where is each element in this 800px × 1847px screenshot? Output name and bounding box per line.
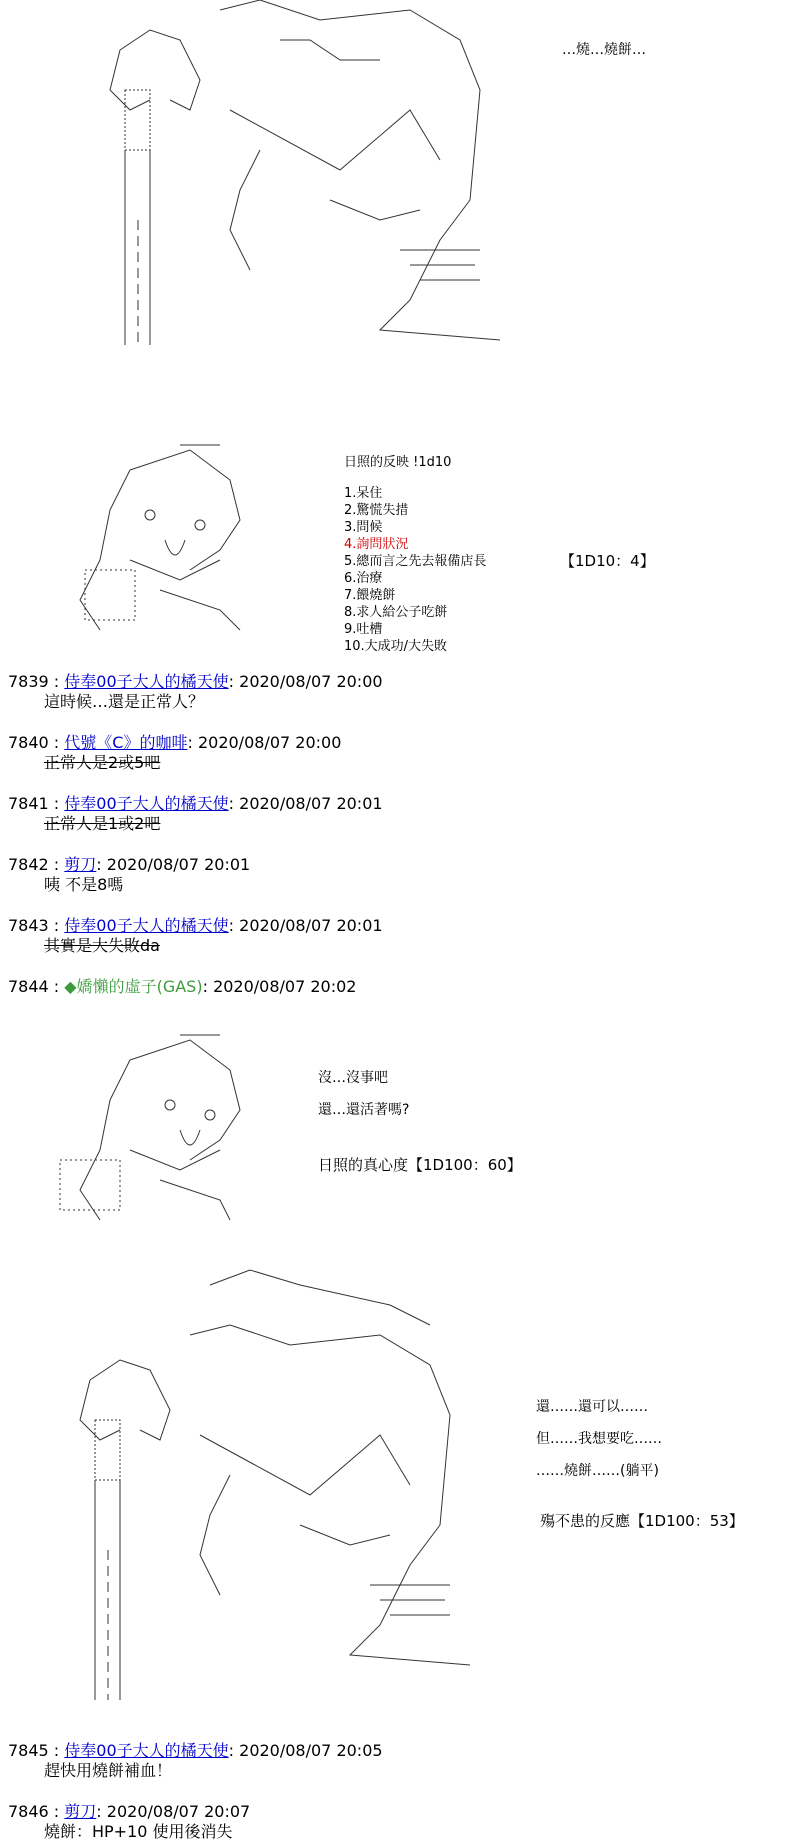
scene3-line-2: 還…還活著嗎?	[318, 1102, 410, 1118]
post-time: 2020/08/07 20:05	[239, 1741, 383, 1760]
post-number: 7839	[8, 672, 49, 691]
ascii-art-scene-3	[50, 1030, 250, 1230]
scene4-line-2: 但……我想要吃……	[536, 1431, 662, 1447]
post-7842: 7842 : 剪刀: 2020/08/07 20:01 咦 不是8嗎	[8, 855, 251, 894]
option-5: 5.總而言之先去報備店長	[344, 554, 487, 569]
post-body: 這時候…還是正常人？	[44, 692, 205, 711]
post-7839: 7839 : 侍奉00子大人的橘天使: 2020/08/07 20:00 這時候…還是正常人？	[8, 672, 383, 711]
post-body: 咦 不是8嗎	[44, 875, 124, 894]
post-user-link[interactable]: 代號《C》的咖啡	[64, 733, 188, 752]
option-2: 2.驚慌失措	[344, 503, 409, 518]
post-body: 正常人是1或2吧	[44, 814, 161, 833]
option-10: 10.大成功/大失敗	[344, 639, 448, 654]
post-7846: 7846 : 剪刀: 2020/08/07 20:07 燒餅：HP+10 使用後消失	[8, 1802, 251, 1841]
post-number: 7843	[8, 916, 49, 935]
post-number: 7842	[8, 855, 49, 874]
scene4-dice: 殤不患的反應【1D100：53】	[540, 1512, 744, 1530]
post-7844: 7844 : ◆嬌懶的虛子(GAS): 2020/08/07 20:02	[8, 977, 357, 996]
post-time: 2020/08/07 20:01	[106, 855, 251, 874]
scene2-option-list	[344, 485, 486, 655]
post-user-link[interactable]: 剪刀	[64, 1802, 97, 1821]
post-user-link[interactable]: 侍奉00子大人的橘天使	[64, 672, 229, 691]
post-user-trip: ◆嬌懶的虛子(GAS)	[64, 977, 203, 996]
option-1: 1.呆住	[344, 486, 383, 501]
option-8: 8.求人給公子吃餅	[344, 605, 448, 620]
post-time: 2020/08/07 20:00	[197, 733, 342, 752]
ascii-art-scene-1	[80, 0, 500, 350]
post-number: 7846	[8, 1802, 49, 1821]
post-number: 7841	[8, 794, 49, 813]
scene1-caption: …燒…燒餅…	[562, 42, 646, 58]
post-body: 正常人是2或5吧	[44, 753, 161, 772]
post-user-link[interactable]: 侍奉00子大人的橘天使	[64, 794, 229, 813]
option-3: 3.問候	[344, 520, 383, 535]
scene4-line-1: 還……還可以……	[536, 1399, 648, 1415]
ascii-art-scene-4	[50, 1265, 470, 1705]
post-time: 2020/08/07 20:01	[239, 794, 383, 813]
post-7845: 7845 : 侍奉00子大人的橘天使: 2020/08/07 20:05 趕快用燒餅補血！	[8, 1741, 383, 1780]
option-7: 7.餵燒餅	[344, 588, 396, 603]
post-7841: 7841 : 侍奉00子大人的橘天使: 2020/08/07 20:01 正常人是1或2吧	[8, 794, 383, 833]
post-user-link[interactable]: 侍奉00子大人的橘天使	[64, 1741, 229, 1760]
post-user-link[interactable]: 剪刀	[64, 855, 97, 874]
option-4-highlighted: 4.詢問狀況	[344, 537, 409, 552]
scene3-line-1: 沒…沒事吧	[318, 1070, 388, 1086]
post-time: 2020/08/07 20:01	[239, 916, 383, 935]
post-number: 7844	[8, 977, 49, 996]
scene2-title: 日照的反映 !1d10	[344, 455, 452, 470]
ascii-art-scene-2	[70, 440, 270, 640]
post-user-link[interactable]: 侍奉00子大人的橘天使	[64, 916, 229, 935]
scene3-dice: 日照的真心度【1D100：60】	[318, 1156, 522, 1174]
post-number: 7845	[8, 1741, 49, 1760]
post-time: 2020/08/07 20:00	[239, 672, 383, 691]
post-body: 趕快用燒餅補血！	[44, 1761, 173, 1780]
post-7840: 7840 : 代號《C》的咖啡: 2020/08/07 20:00 正常人是2或5吧	[8, 733, 342, 772]
post-body: 燒餅：HP+10 使用後消失	[44, 1822, 233, 1841]
option-9: 9.吐槽	[344, 622, 383, 637]
post-time: 2020/08/07 20:07	[106, 1802, 251, 1821]
option-6: 6.治療	[344, 571, 383, 586]
post-body: 其實是大失敗da	[44, 936, 160, 955]
post-time: 2020/08/07 20:02	[213, 977, 357, 996]
scene4-line-3: ……燒餅……(躺平)	[536, 1463, 659, 1479]
post-number: 7840	[8, 733, 49, 752]
scene2-dice: 【1D10：4】	[560, 552, 655, 570]
post-7843: 7843 : 侍奉00子大人的橘天使: 2020/08/07 20:01 其實是大失敗da	[8, 916, 383, 955]
